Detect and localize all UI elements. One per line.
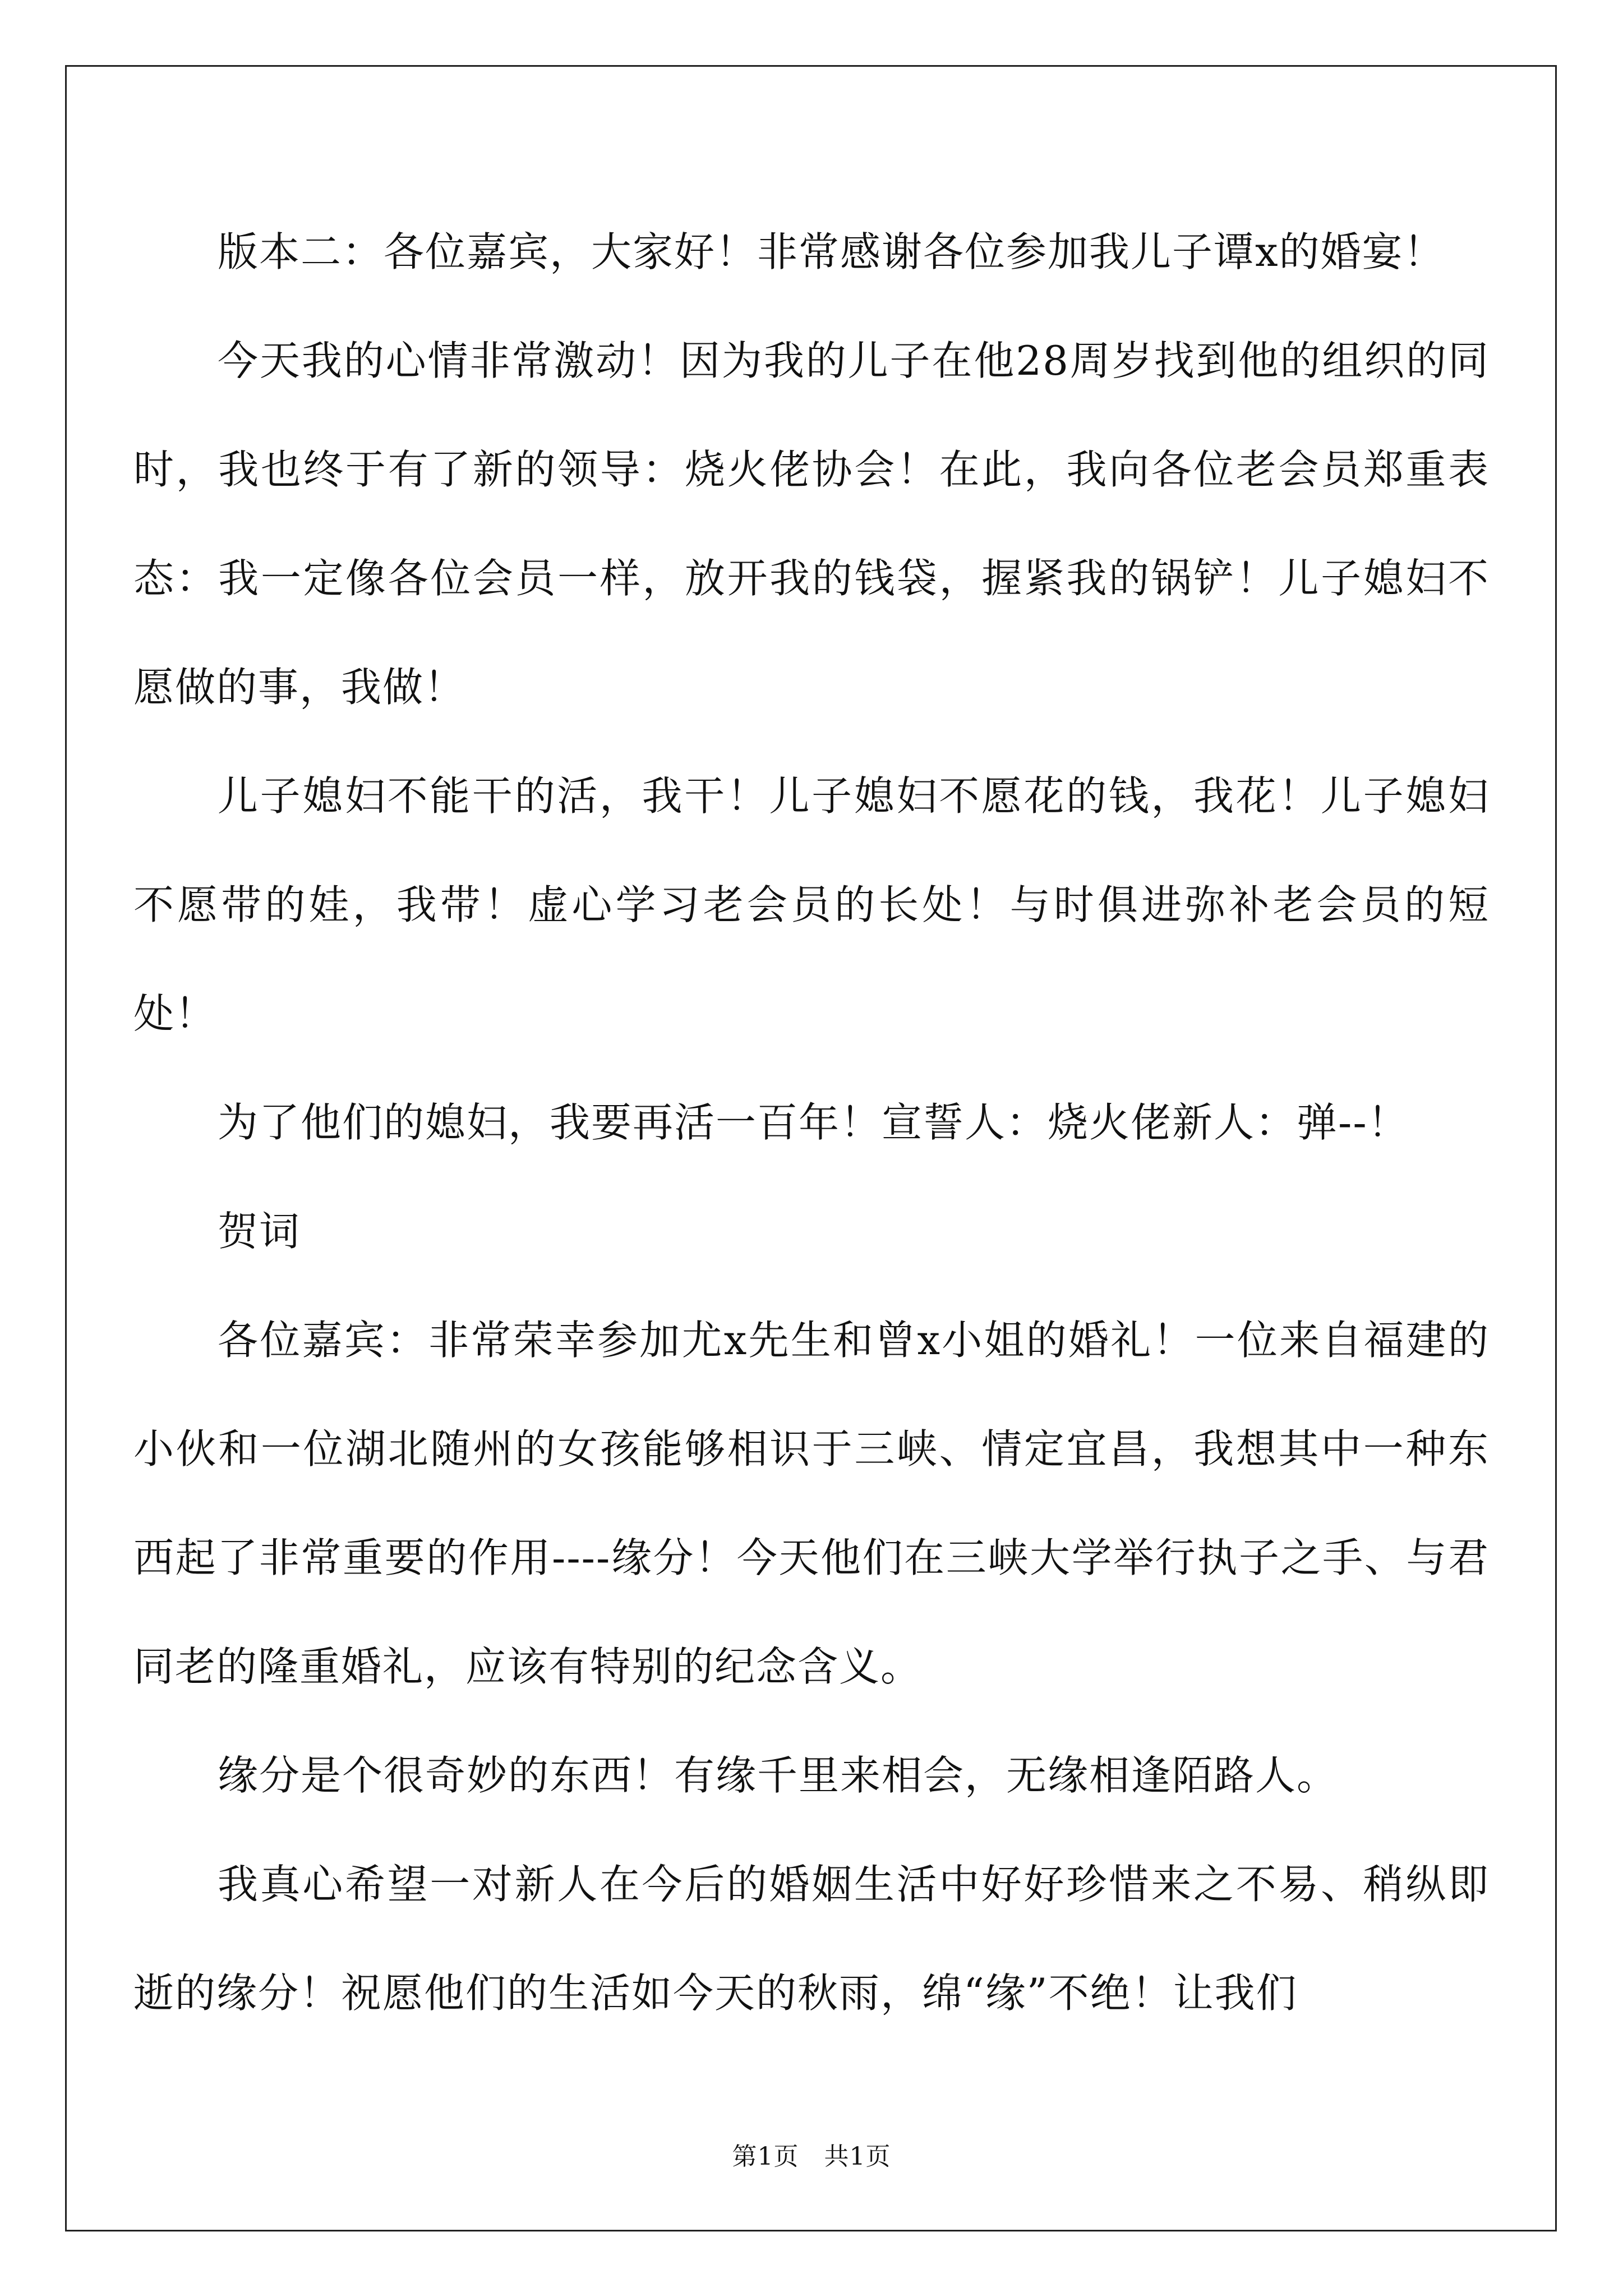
paragraph-1: 版本二：各位嘉宾，大家好！非常感谢各位参加我儿子谭x的婚宴！	[218, 228, 1445, 275]
page-footer	[0, 2136, 1623, 2172]
text-column	[133, 197, 1490, 2047]
paragraph-3: 儿子媳妇不能干的活，我干！儿子媳妇不愿花的钱，我花！儿子媳妇不愿带的娃，我带！虚心学习老会员的长处！与时俱进弥补老会员的短处！	[133, 772, 1490, 1037]
page-number: 第1页 共1页	[732, 2142, 891, 2171]
paragraph-2: 今天我的心情非常激动！因为我的儿子在他28周岁找到他的组织的同时，我也终于有了新的领导：烧火佬协会！在此，我向各位老会员郑重表态：我一定像各位会员一样，放开我的钱袋，握紧我的锅铲！儿子媳妇不愿做的事，我做！	[133, 337, 1490, 711]
section-heading: 贺词	[218, 1208, 301, 1255]
paragraph-7: 我真心希望一对新人在今后的婚姻生活中好好珍惜来之不易、稍纵即逝的缘分！祝愿他们的生活如今天的秋雨，绵“缘”不绝！让我们	[133, 1861, 1490, 2017]
paragraph-6: 缘分是个很奇妙的东西！有缘千里来相会，无缘相逢陌路人。	[218, 1752, 1339, 1799]
paragraph-4: 为了他们的媳妇，我要再活一百年！宣誓人：烧火佬新人：弹--！	[218, 1099, 1409, 1146]
paragraph-5: 各位嘉宾：非常荣幸参加尤x先生和曾x小姐的婚礼！一位来自福建的小伙和一位湖北随州的女孩能够相识于三峡、情定宜昌，我想其中一种东西起了非常重要的作用----缘分！今天他们在三峡大学举行执子之手、与君同老的隆重婚礼，应该有特别的纪念含义。	[133, 1317, 1490, 1690]
